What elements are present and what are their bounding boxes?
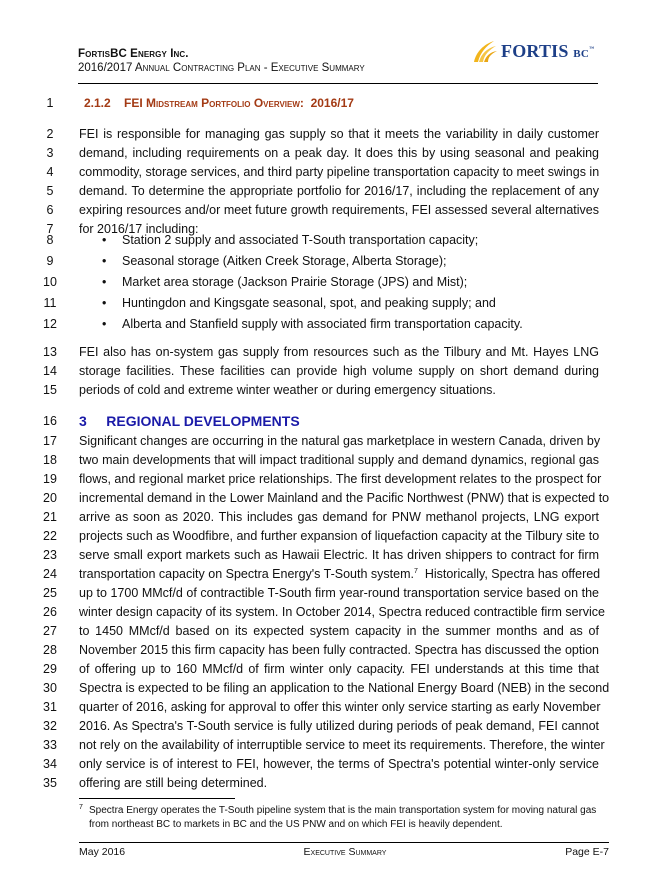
section-number: 3 (79, 413, 87, 429)
logo-text-suffix: BC (573, 47, 589, 60)
line-number: 12 (43, 317, 57, 331)
line-number: 24 (43, 567, 57, 581)
paragraph-line: Significant changes are occurring in the natural gas marketplace in western Canada, driven by (79, 434, 601, 448)
line-number: 16 (43, 414, 57, 428)
bullet-text: Huntingdon and Kingsgate seasonal, spot, and peaking supply; and (122, 296, 496, 310)
bullet-icon: • (102, 317, 107, 331)
line-number: 11 (43, 296, 57, 310)
bullet-icon: • (102, 233, 107, 247)
paragraph-line: serve small export markets such as Hawaii Electric. It has driven shippers to contract for firm (79, 548, 599, 562)
line-number: 15 (43, 383, 57, 397)
bullet-item (102, 317, 523, 331)
paragraph-line: 2016. As Spectra's T-South service is fully utilized during periods of peak demand, FEI cannot (79, 719, 599, 733)
paragraph-line: not rely on the availability of interruptible service to meet its requirements. Therefore, the winter (79, 738, 605, 752)
bullet-item (102, 233, 479, 247)
line-number: 2 (46, 127, 54, 141)
bullet-item (102, 275, 468, 289)
footer-date: May 2016 (79, 846, 126, 858)
logo-text-main: FORTIS (501, 40, 569, 61)
line-number: 8 (46, 233, 54, 247)
footnote-text: Spectra Energy operates the T-South pipeline system that is the main transportation system for moving natural gas from northeast BC to markets in BC and the US PNW and on which FEI is heavily dependent. (89, 805, 597, 830)
line-number: 14 (43, 364, 57, 378)
line-number: 7 (46, 222, 54, 236)
line-number: 34 (43, 757, 57, 771)
line-number: 13 (43, 345, 57, 359)
paragraph-line: November 2015 this firm capacity has been fully contracted. Spectra has discussed the option (79, 643, 599, 657)
paragraph-line: FEI also has on-system gas supply from resources such as the Tilbury and Mt. Hayes LNG (79, 345, 599, 359)
section-heading-2-1-2 (84, 96, 604, 110)
line-number: 35 (43, 776, 57, 790)
line-number: 28 (43, 643, 57, 657)
section-heading-3 (79, 413, 599, 429)
fortis-flame-logo-icon (470, 38, 498, 64)
line-number: 19 (43, 472, 57, 486)
paragraph-line: storage facilities. These facilities can provide high volume supply on short demand during (79, 364, 599, 378)
bullet-text: Seasonal storage (Aitken Creek Storage, Alberta Storage); (122, 254, 447, 268)
footnote-number: 7 (79, 804, 83, 811)
paragraph-line: two main developments that will impact traditional supply and demand dynamics, regional gas (79, 453, 599, 467)
line-number: 1 (46, 96, 54, 110)
bullet-text: Alberta and Stanfield supply with associated firm transportation capacity. (122, 317, 523, 331)
bullet-text: Market area storage (Jackson Prairie Storage (JPS) and Mist); (122, 275, 468, 289)
line-number: 4 (46, 165, 54, 179)
bullet-item (102, 254, 447, 268)
paragraph-line: up to 1700 MMcf/d of contractible T-South firm year-round transportation service based on the (79, 586, 599, 600)
line-number: 27 (43, 624, 57, 638)
line-number: 29 (43, 662, 57, 676)
bullet-item (102, 296, 496, 310)
line-number: 32 (43, 719, 57, 733)
footnote-reference[interactable]: 7 (413, 568, 418, 575)
section-number: 2.1.2 (84, 96, 111, 110)
logo-trademark: ™ (588, 46, 595, 52)
paragraph-text: transportation capacity on Spectra Energy's T-South system. (79, 567, 414, 581)
section-title-year: 2016/17 (310, 96, 354, 110)
footer-section: Executive Summary (303, 846, 387, 858)
paragraph-line: for 2016/17 including: (79, 222, 199, 236)
paragraph-line: commodity, storage services, and third party pipeline transportation capacity to meet swings in (79, 165, 600, 179)
paragraph-line: flows, and regional market price relationships. The first development relates to the prospect for (79, 472, 602, 486)
line-number: 22 (43, 529, 57, 543)
paragraph-line: offering are still being determined. (79, 776, 268, 790)
paragraph-line (79, 567, 599, 581)
paragraph-line: expiring resources and/or meet future growth requirements, FEI assessed several alternatives (79, 203, 599, 217)
line-number: 5 (46, 184, 54, 198)
line-number: 6 (46, 203, 54, 217)
paragraph-line: to 1450 MMcf/d based on its expected system capacity in the summer months and as of (79, 624, 599, 638)
paragraph-line: of offering up to 160 MMcf/d of firm winter only capacity. FEI understands at this time that (79, 662, 599, 676)
line-number: 33 (43, 738, 57, 752)
line-number: 31 (43, 700, 57, 714)
bullet-icon: • (102, 275, 107, 289)
paragraph-line: projects such as Woodfibre, and further expansion of liquefaction capacity at the Tilbury site to (79, 529, 600, 543)
footer-divider (79, 842, 609, 843)
paragraph-line: quarter of 2016, asking for approval to offer this winter only service starting as early November (79, 700, 601, 714)
bullet-text: Station 2 supply and associated T-South transportation capacity; (122, 233, 479, 247)
footnote-divider (79, 798, 235, 799)
line-number: 3 (46, 146, 54, 160)
footnote (79, 804, 609, 832)
paragraph-line: only service is of interest to FEI, however, the terms of Spectra's potential winter-only service (79, 757, 599, 771)
section-title: REGIONAL DEVELOPMENTS (106, 413, 300, 429)
line-number: 21 (43, 510, 57, 524)
paragraph-line: Spectra is expected to be filing an application to the National Energy Board (NEB) in the second (79, 681, 610, 695)
paragraph-line: arrive as soon as 2020. This includes gas demand for PNW methanol projects, LNG export (79, 510, 599, 524)
line-number: 20 (43, 491, 57, 505)
line-number: 30 (43, 681, 57, 695)
line-number: 25 (43, 586, 57, 600)
bullet-icon: • (102, 296, 107, 310)
document-title: 2016/2017 Annual Contracting Plan - Executive Summary (78, 62, 365, 74)
company-name: FortisBC Energy Inc. (78, 48, 189, 60)
line-number: 18 (43, 453, 57, 467)
section-title: FEI Midstream Portfolio Overview: (124, 96, 304, 110)
line-number: 26 (43, 605, 57, 619)
paragraph-line: winter design capacity of its system. In October 2014, Spectra reduced contractible firm service (79, 605, 605, 619)
paragraph-text: Historically, Spectra has offered (417, 567, 601, 581)
line-number: 17 (43, 434, 57, 448)
paragraph-line: incremental demand in the Lower Mainland and the Pacific Northwest (PNW) that is expected to (79, 491, 610, 505)
fortisbc-logo (470, 38, 594, 64)
header-divider (78, 83, 598, 84)
paragraph-line: demand, including requirements on a peak day. It does this by using seasonal and peaking (79, 146, 599, 160)
paragraph-line: FEI is responsible for managing gas supply so that it meets the variability in daily customer (79, 127, 599, 141)
footer-page-number: Page E-7 (565, 846, 609, 858)
logo-wordmark (501, 41, 594, 62)
line-number: 10 (43, 275, 57, 289)
bullet-icon: • (102, 254, 107, 268)
line-number: 23 (43, 548, 57, 562)
paragraph-line: periods of cold and extreme winter weather or during emergency situations. (79, 383, 496, 397)
line-number: 9 (46, 254, 54, 268)
paragraph-line: demand. To determine the appropriate portfolio for 2016/17, including the replacement of any (79, 184, 599, 198)
